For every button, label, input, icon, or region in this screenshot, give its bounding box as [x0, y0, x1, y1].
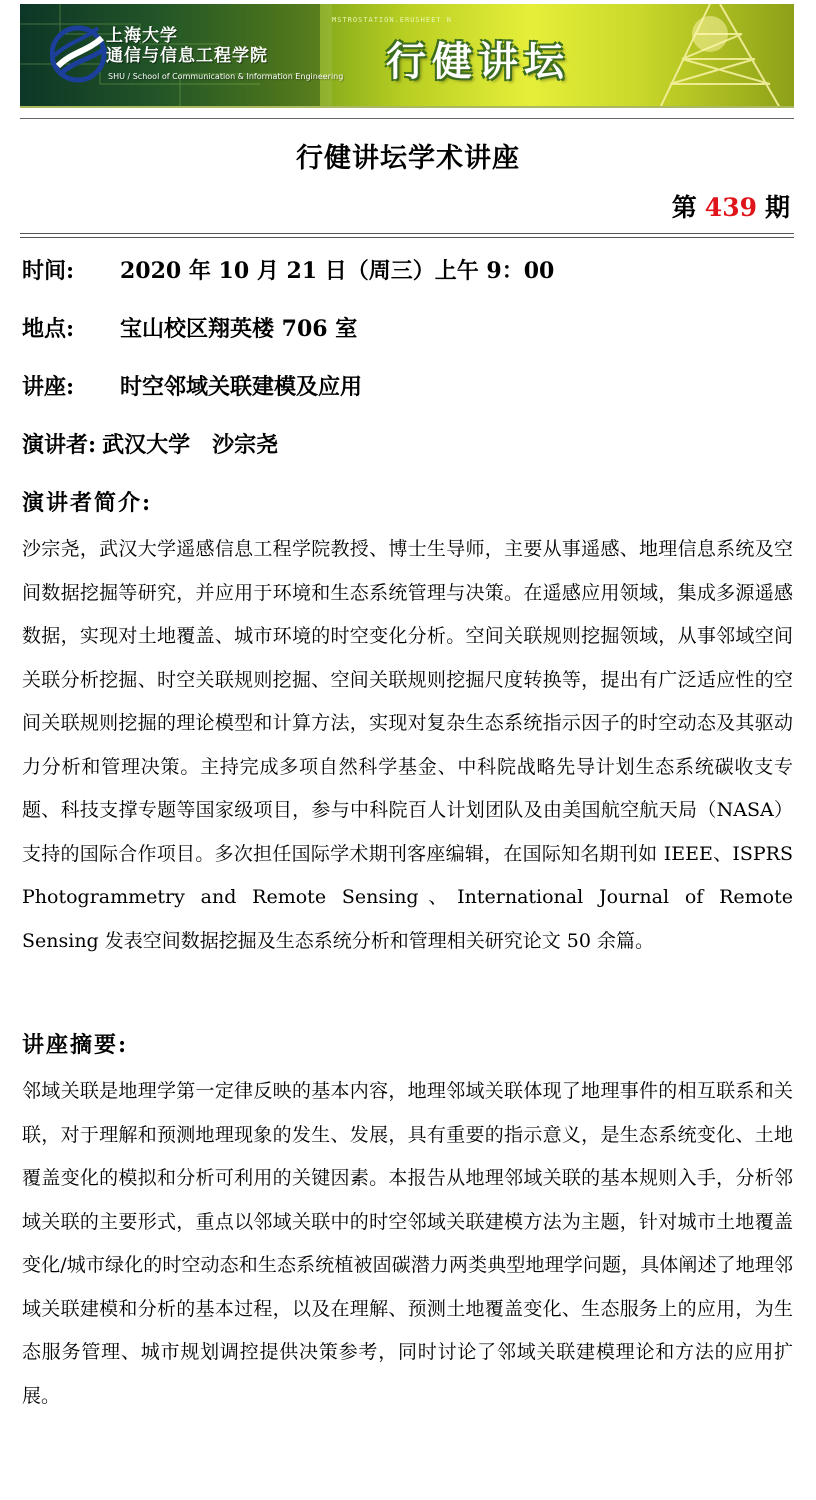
info-place [22, 312, 357, 343]
lecture-label: 讲座: [22, 374, 75, 400]
time-label: 时间: [22, 258, 75, 284]
top-divider [20, 118, 794, 119]
header-banner [20, 4, 794, 108]
banner-title: 行健讲坛 [386, 39, 570, 85]
university-logo-icon [50, 22, 114, 86]
speaker-label: 演讲者: [22, 432, 97, 458]
place-label: 地点: [22, 316, 75, 342]
school-name-line1: 上海大学 [106, 26, 178, 46]
time-value: 2020 年 10 月 21 日（周三）上午 9：00 [120, 258, 555, 284]
abstract-heading: 讲座摘要: [22, 1032, 129, 1058]
bio-text: 沙宗尧，武汉大学遥感信息工程学院教授、博士生导师，主要从事遥感、地理信息系统及空间数据挖掘等研究，并应用于环境和生态系统管理与决策。在遥感应用领域，集成多源遥感数据，实现对土地覆盖、城市环境的时空变化分析。空间关联规则挖掘领域，从事邻域空间关联分析挖掘、时空关联规则挖掘、空间关联规则挖掘尺度转换等，提出有广泛适应性的空间关联规则挖掘的理论模型和计算方法，实现对复杂生态系统指示因子的时空动态及其驱动力分析和管理决策。主持完成多项自然科学基金、中科院战略先导计划生态系统碳收支专题、科技支撑专题等国家级项目，参与中科院百人计划团队及由美国航空航天局（NASA）支持的国际合作项目。多次担任国际学术期刊客座编辑，在国际知名期刊如 IEEE、ISPRS Photogrammetry and Remote Sensing、International Journal of Remote Sensing 发表空间数据挖掘及生态系统分析和管理相关研究论文 50 余篇。 [22, 538, 793, 952]
banner-code-text: MSTROSTATION.ERUSHEET N [332, 16, 452, 24]
issue-number [672, 188, 790, 224]
info-lecture [22, 370, 362, 401]
issue-prefix: 第 [671, 193, 697, 222]
place-value: 宝山校区翔英楼 706 室 [120, 316, 358, 342]
info-time [22, 254, 554, 285]
school-name-line2: 通信与信息工程学院 [106, 46, 268, 66]
school-name [106, 26, 268, 66]
page-title: 行健讲坛学术讲座 [296, 143, 520, 174]
school-name-english: SHU / School of Communication & Information Engineering [108, 72, 344, 81]
speaker-value: 武汉大学 沙宗尧 [102, 432, 279, 458]
info-speaker [22, 428, 278, 459]
double-divider [20, 233, 794, 238]
abstract-text: 邻域关联是地理学第一定律反映的基本内容，地理邻域关联体现了地理事件的相互联系和关联，对于理解和预测地理现象的发生、发展，具有重要的指示意义，是生态系统变化、土地覆盖变化的模拟和分析可利用的关键因素。本报告从地理邻域关联的基本规则入手，分析邻域关联的主要形式，重点以邻域关联中的时空邻域关联建模方法为主题，针对城市土地覆盖变化/城市绿化的时空动态和生态系统植被固碳潜力两类典型地理学问题，具体阐述了地理邻域关联建模和分析的基本过程，以及在理解、预测土地覆盖变化、生态服务上的应用，为生态服务管理、城市规划调控提供决策参考，同时讨论了邻域关联建模理论和方法的应用扩展。 [22, 1080, 793, 1407]
lecture-value: 时空邻域关联建模及应用 [120, 374, 363, 400]
issue-suffix: 期 [764, 193, 790, 222]
issue-number-value: 439 [704, 193, 757, 222]
bio-heading: 演讲者简介: [22, 490, 153, 516]
